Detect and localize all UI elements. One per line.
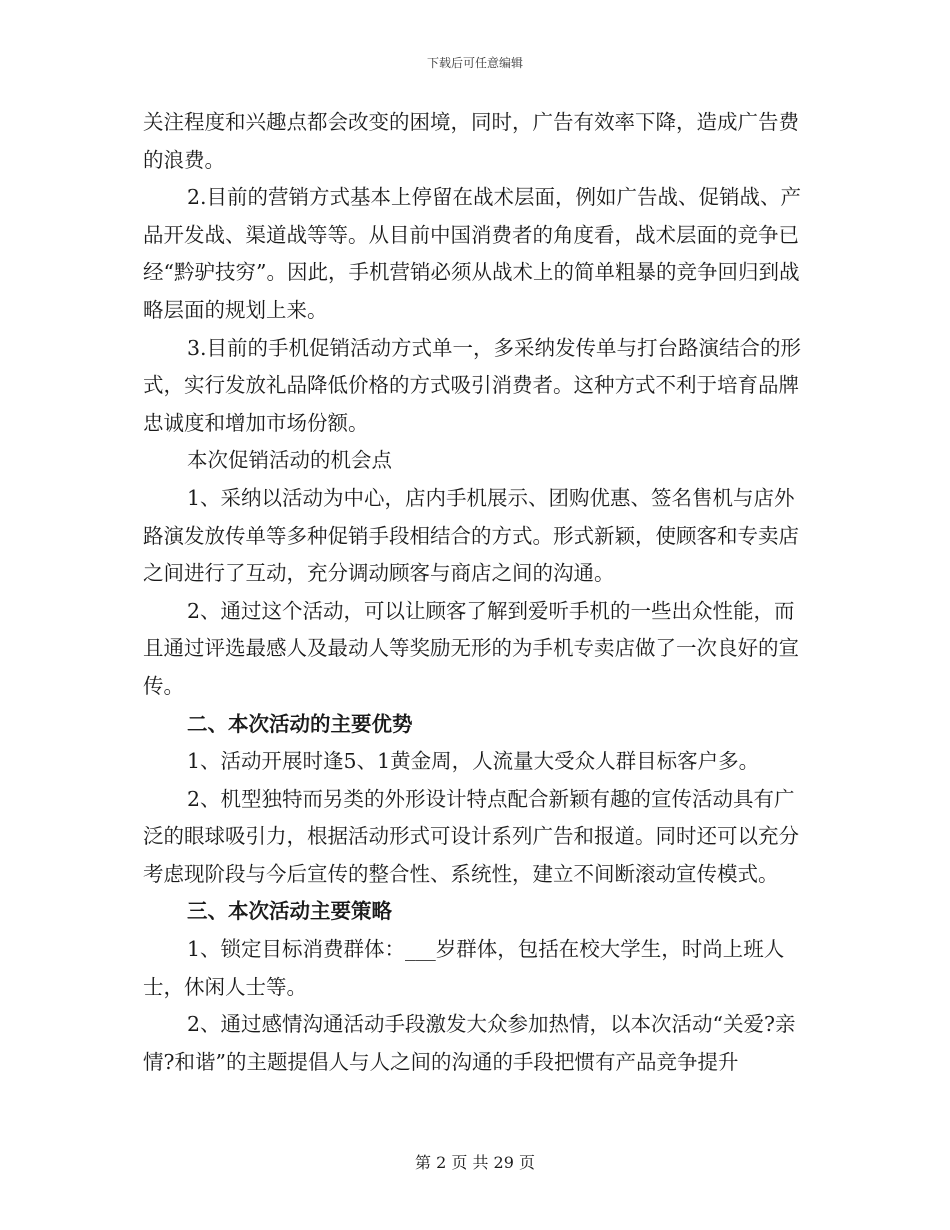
paragraph: 2.目前的营销方式基本上停留在战术层面，例如广告战、促销战、产品开发战、渠道战等等。从目前中国消费者的角度看，战术层面的竞争已经“黔驴技穷”。因此，手机营销必须从战术上的简单粗暴的竞争回归到战略层面的规划上来。: [143, 185, 802, 322]
paragraph: 1、采纳以活动为中心，店内手机展示、团购优惠、签名售机与店外路演发放传单等多种促销手段相结合的方式。形式新颖，使顾客和专卖店之间进行了互动，充分调动顾客与商店之间的沟通。: [143, 485, 799, 586]
paragraph: 3.目前的手机促销活动方式单一，多采纳发传单与打台路演结合的形式，实行发放礼品降低价格的方式吸引消费者。这种方式不利于培育品牌忠诚度和增加市场份额。: [143, 335, 802, 435]
paragraph: 1、锁定目标消费群体：___岁群体，包括在校大学生，时尚上班人士，休闲人士等。: [143, 937, 785, 999]
section-subheading: 本次促销活动的机会点: [187, 448, 392, 473]
section-heading: 二、本次活动的主要优势: [187, 711, 413, 736]
page-header: 下载后可任意编辑: [426, 56, 523, 70]
paragraph: 1、活动开展时逢5、1黄金周，人流量大受众人群目标客户多。: [187, 749, 760, 774]
section-heading: 三、本次活动主要策略: [187, 899, 392, 924]
paragraph: 2、通过这个活动，可以让顾客了解到爱听手机的一些出众性能，而且通过评选最感人及最动人等奖励无形的为手机专卖店做了一次良好的宣传。: [143, 598, 799, 698]
paragraph: 2、机型独特而另类的外形设计特点配合新颖有趣的宣传活动具有广泛的眼球吸引力，根据活动形式可设计系列广告和报道。同时还可以充分考虑现阶段与今后宣传的整合性、系统性，建立不间断滚动宣传模式。: [143, 786, 799, 886]
paragraph: 关注程度和兴趣点都会改变的困境，同时，广告有效率下降，造成广告费的浪费。: [143, 110, 799, 172]
page-number: 第 2 页 共 29 页: [415, 1153, 535, 1172]
document-body: [143, 104, 815, 1081]
paragraph: 2、通过感情沟通活动手段激发大众参加热情，以本次活动“关爱?亲情?和谐”的主题提倡人与人之间的沟通的手段把惯有产品竞争提升: [143, 1012, 796, 1074]
